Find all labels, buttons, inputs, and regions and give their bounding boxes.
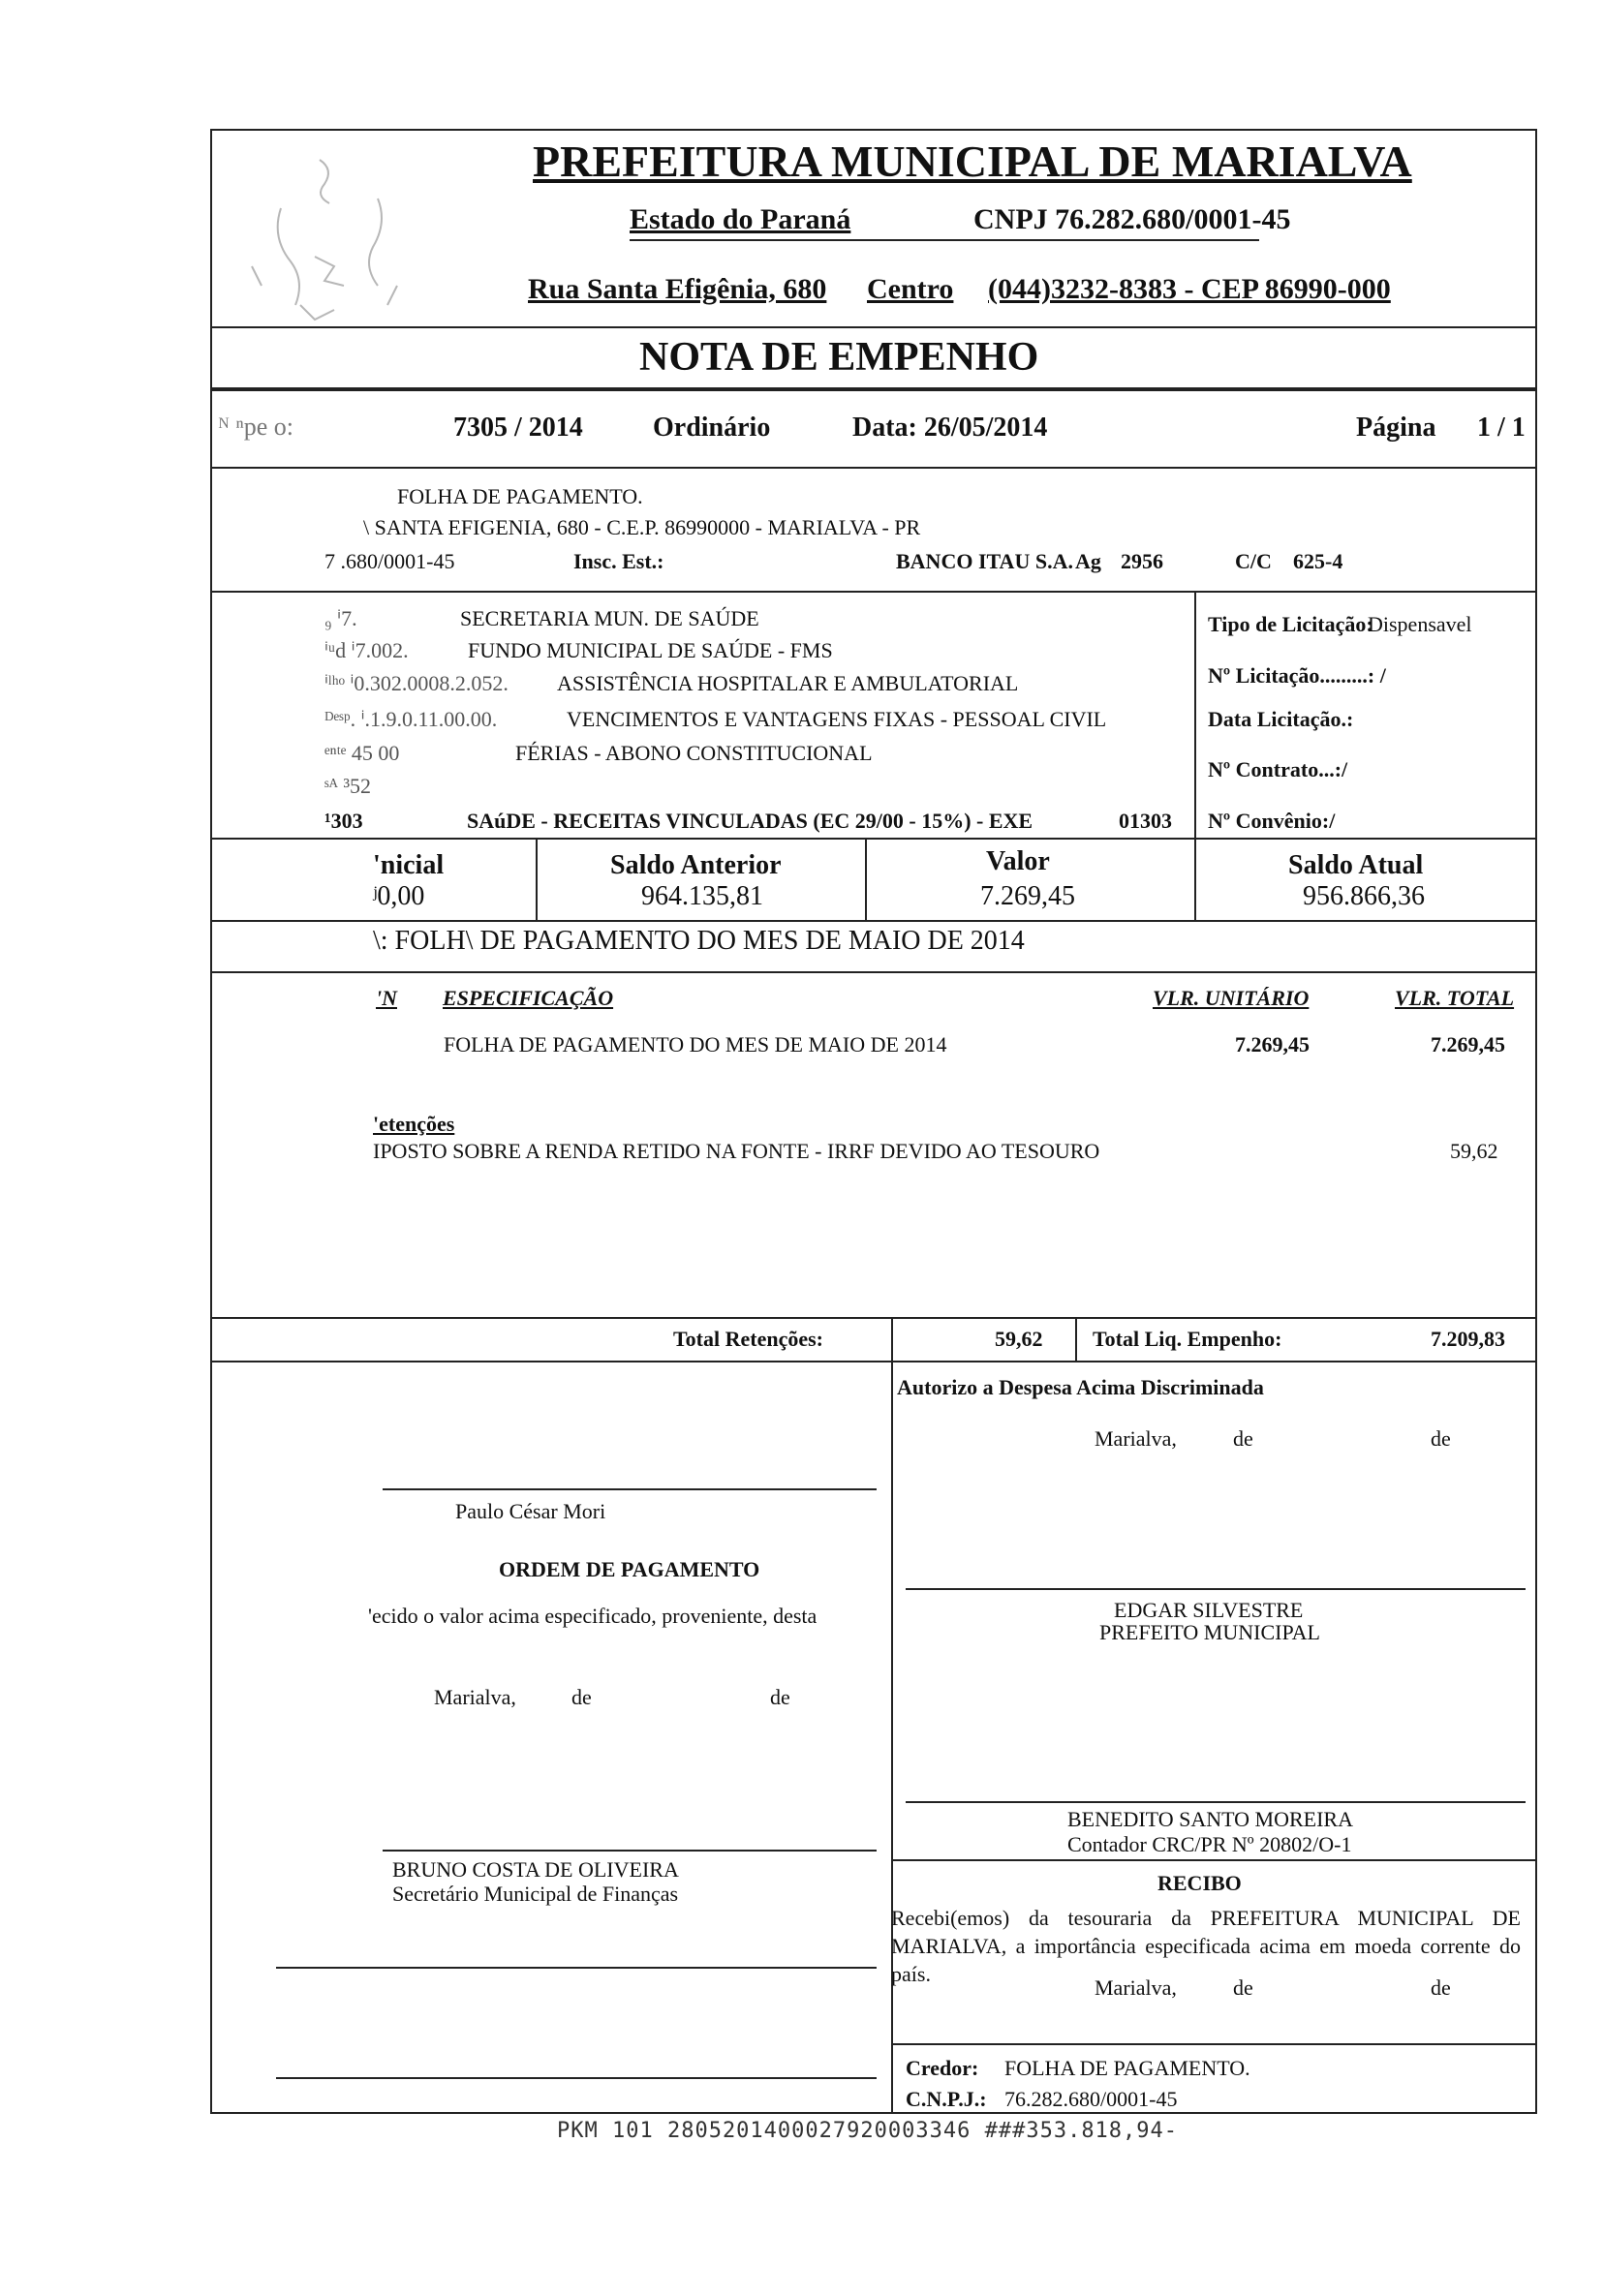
autorizo-de2: de — [1431, 1426, 1451, 1451]
dot-code-4: ᴰᵉˢᵖ. ⁱ.1.9.0.11.00.00. — [324, 707, 498, 731]
dot-code-1: ₉ ⁱ7. — [324, 606, 357, 630]
header-estado: Estado do Paraná — [630, 203, 851, 235]
dot-desc-1: SECRETARIA MUN. DE SAÚDE — [460, 606, 759, 630]
credor-cnpj: 7 .680/0001-45 — [324, 549, 455, 573]
n-contrato: Nº Contrato...:/ — [1208, 757, 1348, 781]
recibo-text: Recebi(emos) da tesouraria da PREFEITURA MUNICIPAL DE MARIALVA, a importância especificada acima em moeda corrente do país. — [891, 1906, 1521, 1986]
credor-footer-cnpj-label: C.N.P.J.: — [906, 2087, 987, 2111]
n-licitacao: Nº Licitação.........: / — [1208, 663, 1386, 688]
total-retencoes-label: Total Retenções: — [673, 1327, 823, 1351]
col-especificacao: ESPECIFICAÇÃO — [443, 986, 614, 1010]
ordem-de2: de — [770, 1685, 790, 1709]
saldo-atual-value: 956.866,36 — [1303, 881, 1425, 911]
header-centro: Centro — [867, 273, 954, 305]
dot-code-2: ⁱᵘd ⁱ7.002. — [324, 638, 409, 662]
ordem-city: Marialva, — [434, 1685, 516, 1709]
credor-footer-name: FOLHA DE PAGAMENTO. — [1004, 2056, 1250, 2080]
paulo-name: Paulo César Mori — [455, 1499, 606, 1523]
dot-desc-7: SAúDE - RECEITAS VINCULADAS (EC 29/00 - 15%) - EXE — [467, 809, 1033, 833]
empenho-label: ᴺ ⁿpe o: — [218, 413, 293, 441]
total-liq-label: Total Liq. Empenho: — [1093, 1327, 1282, 1351]
dot-desc-5: FÉRIAS - ABONO CONSTITUCIONAL — [515, 741, 873, 765]
data-licitacao: Data Licitação.: — [1208, 707, 1354, 731]
header-title: PREFEITURA MUNICIPAL DE MARIALVA — [533, 137, 1412, 186]
ordem-de1: de — [571, 1685, 592, 1709]
historico: \: FOLH\ DE PAGAMENTO DO MES DE MAIO DE 2014 — [373, 926, 1025, 956]
header-cnpj: CNPJ 76.282.680/0001-45 — [973, 203, 1291, 235]
saldo-anterior-label: Saldo Anterior — [610, 850, 782, 880]
recibo-de2: de — [1431, 1975, 1451, 2000]
pagina-label: Página — [1356, 413, 1436, 443]
benedito-role: Contador CRC/PR Nº 20802/O-1 — [1067, 1832, 1352, 1856]
header-phone-cep: (044)3232-8383 - CEP 86990-000 — [988, 273, 1391, 305]
item-total: 7.269,45 — [1431, 1032, 1505, 1056]
benedito-name: BENEDITO SANTO MOREIRA — [1067, 1807, 1353, 1831]
autorizo-city: Marialva, — [1095, 1426, 1177, 1451]
authentication-code: PKM 101 2805201400027920003346 ###353.818,94- — [557, 2119, 1179, 2143]
valor-label: Valor — [986, 846, 1050, 876]
dot-desc-4: VENCIMENTOS E VANTAGENS FIXAS - PESSOAL CIVIL — [567, 707, 1107, 731]
dot-code-3: ⁱˡʰᵒ ⁱ0.302.0008.2.052. — [324, 671, 509, 695]
tipo-licitacao-label: Tipo de Licitação: — [1208, 612, 1373, 636]
recibo-city: Marialva, — [1095, 1975, 1177, 2000]
ordem-title: ORDEM DE PAGAMENTO — [499, 1557, 760, 1581]
credor-ag: 2956 — [1121, 549, 1163, 573]
col-vlr-unitario: VLR. UNITÁRIO — [1153, 986, 1310, 1010]
col-vlr-total: VLR. TOTAL — [1395, 986, 1515, 1010]
bruno-name: BRUNO COSTA DE OLIVEIRA — [392, 1857, 679, 1882]
credor-cc-label: C/C — [1235, 549, 1272, 573]
empenho-number: 7305 / 2014 — [453, 413, 583, 443]
retencoes-label: 'etenções — [373, 1112, 455, 1136]
item-unit: 7.269,45 — [1235, 1032, 1310, 1056]
autorizo-de1: de — [1233, 1426, 1253, 1451]
credor-footer-cnpj: 76.282.680/0001-45 — [1004, 2087, 1178, 2111]
edgar-role: PREFEITO MUNICIPAL — [1099, 1620, 1320, 1644]
empenho-date: Data: 26/05/2014 — [852, 413, 1048, 443]
n-convenio: Nº Convênio:/ — [1208, 809, 1336, 833]
dot-code-7: ¹303 — [324, 809, 363, 833]
total-liq-value: 7.209,83 — [1431, 1327, 1505, 1351]
pagina-value: 1 / 1 — [1477, 413, 1526, 443]
credor-address: \ SANTA EFIGENIA, 680 - C.E.P. 86990000 - MARIALVA - PR — [363, 515, 921, 539]
total-retencoes-value: 59,62 — [995, 1327, 1043, 1351]
retencao-desc: IPOSTO SOBRE A RENDA RETIDO NA FONTE - IRRF DEVIDO AO TESOURO — [373, 1139, 1100, 1163]
credor-cc: 625-4 — [1293, 549, 1343, 573]
credor-ag-label: Ag — [1075, 549, 1101, 573]
saldo-anterior-value: 964.135,81 — [641, 881, 763, 911]
credor-footer-label: Credor: — [906, 2056, 979, 2080]
dot-code-5: ᵉⁿᵗᵉ 45 00 — [324, 741, 400, 765]
doc-type-title: NOTA DE EMPENHO — [639, 335, 1039, 380]
col-un: 'N — [376, 986, 397, 1010]
dot-desc-3: ASSISTÊNCIA HOSPITALAR E AMBULATORIAL — [557, 671, 1019, 695]
retencao-value: 59,62 — [1450, 1139, 1498, 1163]
saldo-inicial-value: ʲ0,00 — [373, 881, 425, 911]
dot-desc-2: FUNDO MUNICIPAL DE SAÚDE - FMS — [468, 638, 833, 662]
edgar-name: EDGAR SILVESTRE — [1114, 1598, 1304, 1622]
saldo-inicial-label: 'nicial — [373, 850, 445, 880]
header-address: Rua Santa Efigênia, 680 — [528, 273, 827, 305]
recibo-de1: de — [1233, 1975, 1253, 2000]
credor-banco: BANCO ITAU S.A. — [896, 549, 1073, 573]
dot-extra-7: 01303 — [1119, 809, 1172, 833]
credor-name: FOLHA DE PAGAMENTO. — [397, 484, 643, 508]
item-desc: FOLHA DE PAGAMENTO DO MES DE MAIO DE 2014 — [444, 1032, 947, 1056]
recibo-title: RECIBO — [1157, 1871, 1242, 1895]
valor-value: 7.269,45 — [980, 881, 1075, 911]
autorizo-text: Autorizo a Despesa Acima Discriminada — [897, 1375, 1264, 1399]
saldo-atual-label: Saldo Atual — [1288, 850, 1424, 880]
ordem-text: 'ecido o valor acima especificado, proveniente, desta — [368, 1604, 817, 1628]
credor-insc-est: Insc. Est.: — [573, 549, 664, 573]
empenho-tipo: Ordinário — [653, 413, 771, 443]
dot-code-6: ˢᴬ ³52 — [324, 774, 372, 798]
bruno-role: Secretário Municipal de Finanças — [392, 1882, 679, 1906]
tipo-licitacao-value: Dispensavel — [1368, 612, 1472, 636]
